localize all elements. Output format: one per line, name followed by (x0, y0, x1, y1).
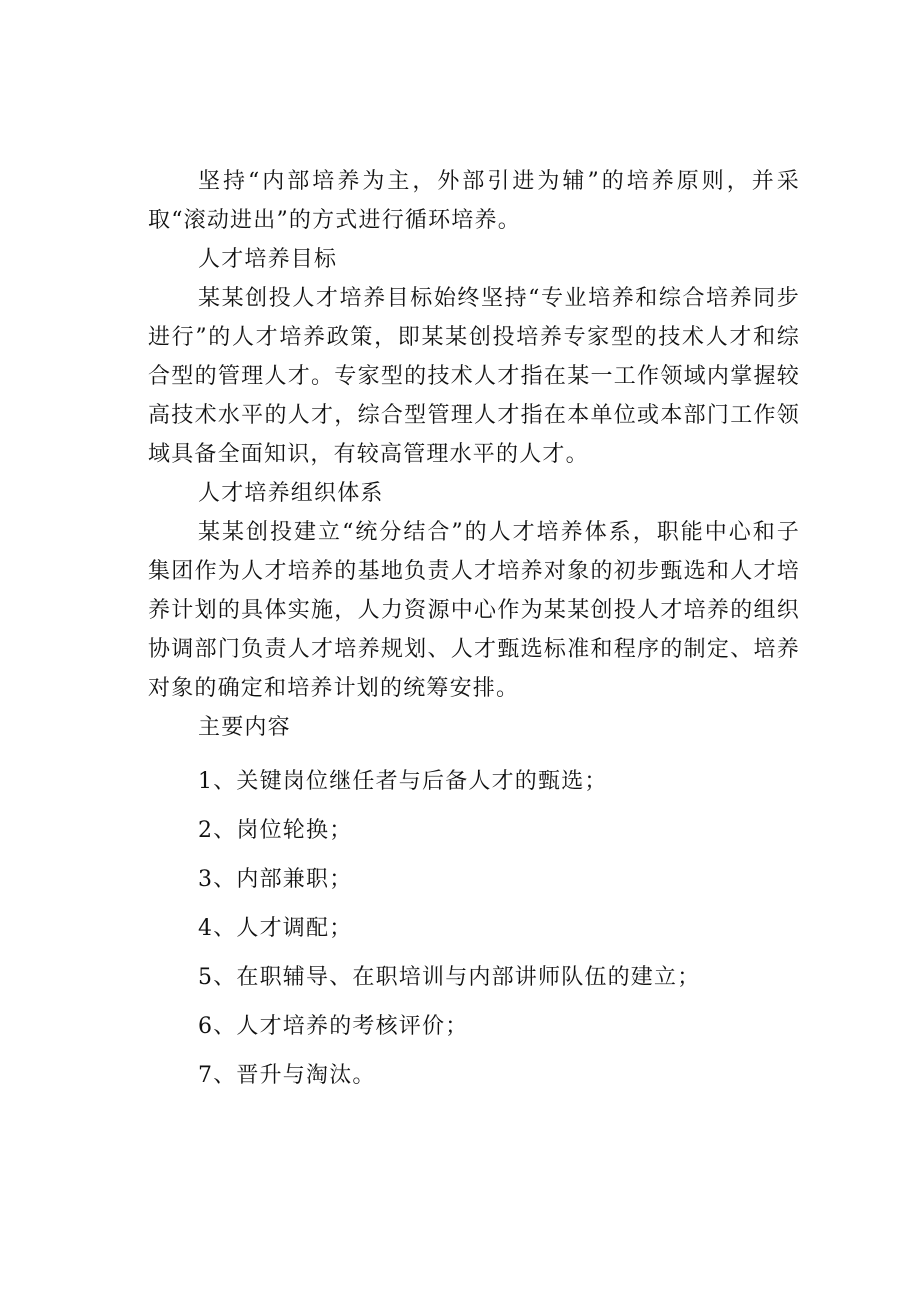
intro-paragraph: 坚持“内部培养为主，外部引进为辅”的培养原则，并采取“滚动进出”的方式进行循环培养。 (148, 169, 800, 233)
list-item: 5、在职辅导、在职培训与内部讲师队伍的建立； (198, 965, 701, 990)
list-item: 2、岗位轮换； (198, 818, 353, 843)
list-item: 7、晋升与淘汰。 (198, 1063, 376, 1088)
list-item: 3、内部兼职； (198, 867, 353, 892)
section-heading-main-content: 主要内容 (198, 715, 291, 740)
section-body-organization: 某某创投建立“统分结合”的人才培养体系，职能中心和子集团作为人才培养的基地负责人才培养对象的初步甄选和人才培养计划的具体实施，人力资源中心作为某某创投人才培养的组织协调部门负责人才培养规划、人才甄选标准和程序的制定、培养对象的确定和培养计划的统筹安排。 (148, 520, 800, 701)
list-item: 1、关键岗位继任者与后备人才的甄选； (198, 769, 608, 794)
list-item: 4、人才调配； (198, 916, 353, 941)
section-heading-organization: 人才培养组织体系 (198, 481, 384, 506)
document-body (148, 162, 800, 1100)
section-heading-goals: 人才培养目标 (198, 247, 338, 272)
main-content-list (148, 757, 800, 1100)
list-item: 6、人才培养的考核评价； (198, 1014, 469, 1039)
section-body-goals: 某某创投人才培养目标始终坚持“专业培养和综合培养同步进行”的人才培养政策，即某某创投培养专家型的技术人才和综合型的管理人才。专家型的技术人才指在某一工作领域内掌握较高技术水平的人才，综合型管理人才指在本单位或本部门工作领域具备全面知识，有较高管理水平的人才。 (148, 286, 800, 467)
